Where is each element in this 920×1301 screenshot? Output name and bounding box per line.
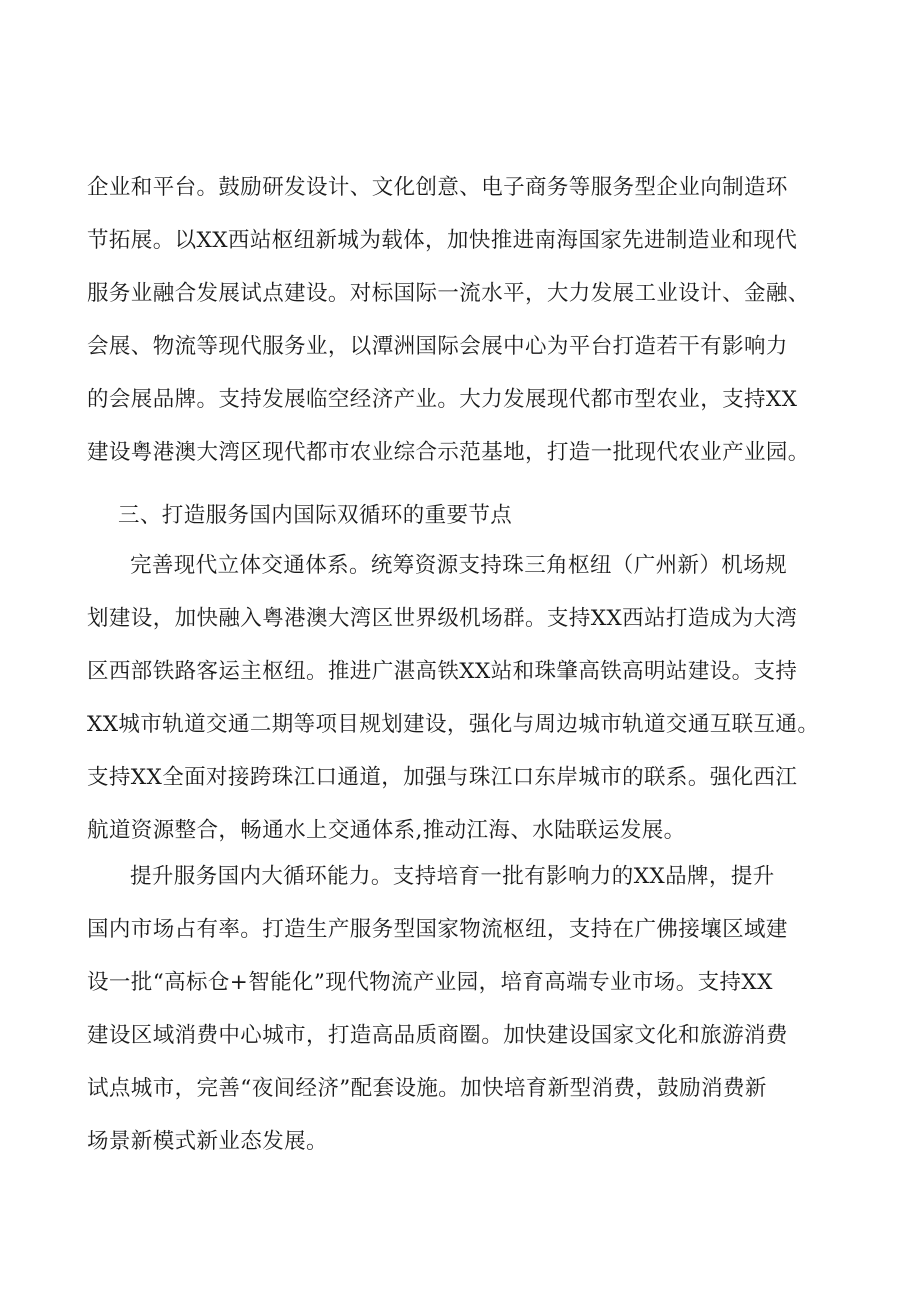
paragraph-2-line-2: 划建设，加快融入粤港澳大湾区世界级机场群。支持XX西站打造成为大湾 [87, 606, 798, 631]
paragraph-2-line-3: 区西部铁路客运主枢纽。推进广湛高铁XX站和珠肇高铁高明站建设。支持 [87, 659, 798, 684]
paragraph-3-line-5: 试点城市，完善“夜间经济”配套设施。加快培育新型消费，鼓励消费新 [87, 1076, 767, 1101]
paragraph-3-line-1: 提升服务国内大循环能力。支持培育一批有影响力的XX品牌，提升 [130, 864, 775, 889]
paragraph-2-line-5: 支持XX全面对接跨珠江口通道，加强与珠江口东岸城市的联系。强化西江 [87, 765, 798, 790]
paragraph-2-line-4: XX城市轨道交通二期等项目规划建设，强化与周边城市轨道交通互联互通。 [87, 712, 820, 737]
paragraph-3-line-3: 设一批“高标仓+智能化”现代物流产业园，培育高端专业市场。支持XX [87, 970, 773, 995]
paragraph-1-line-3: 服务业融合发展试点建设。对标国际一流水平，大力发展工业设计、金融、 [87, 281, 810, 306]
paragraph-1-line-5: 的会展品牌。支持发展临空经济产业。大力发展现代都市型农业，支持XX [87, 387, 798, 412]
paragraph-3-line-6: 场景新模式新业态发展。 [87, 1129, 328, 1154]
paragraph-2-line-1: 完善现代立体交通体系。统筹资源支持珠三角枢纽（广州新）机场规 [130, 553, 788, 578]
paragraph-1-line-2: 节拓展。以XX西站枢纽新城为载体，加快推进南海国家先进制造业和现代 [87, 228, 798, 253]
paragraph-3-line-4: 建设区域消费中心城市，打造高品质商圈。加快建设国家文化和旅游消费 [87, 1023, 788, 1048]
section-heading: 三、打造服务国内国际双循环的重要节点 [118, 503, 513, 528]
paragraph-1-line-6: 建设粤港澳大湾区现代都市农业综合示范基地，打造一批现代农业产业园。 [87, 440, 810, 465]
paragraph-2-line-6: 航道资源整合，畅通水上交通体系,推动江海、水陆联运发展。 [87, 818, 686, 843]
paragraph-3-line-2: 国内市场占有率。打造生产服务型国家物流枢纽，支持在广佛接壤区域建 [87, 917, 788, 942]
paragraph-1-line-4: 会展、物流等现代服务业，以潭洲国际会展中心为平台打造若干有影响力 [87, 334, 788, 359]
paragraph-1-line-1: 企业和平台。鼓励研发设计、文化创意、电子商务等服务型企业向制造环 [87, 175, 788, 200]
